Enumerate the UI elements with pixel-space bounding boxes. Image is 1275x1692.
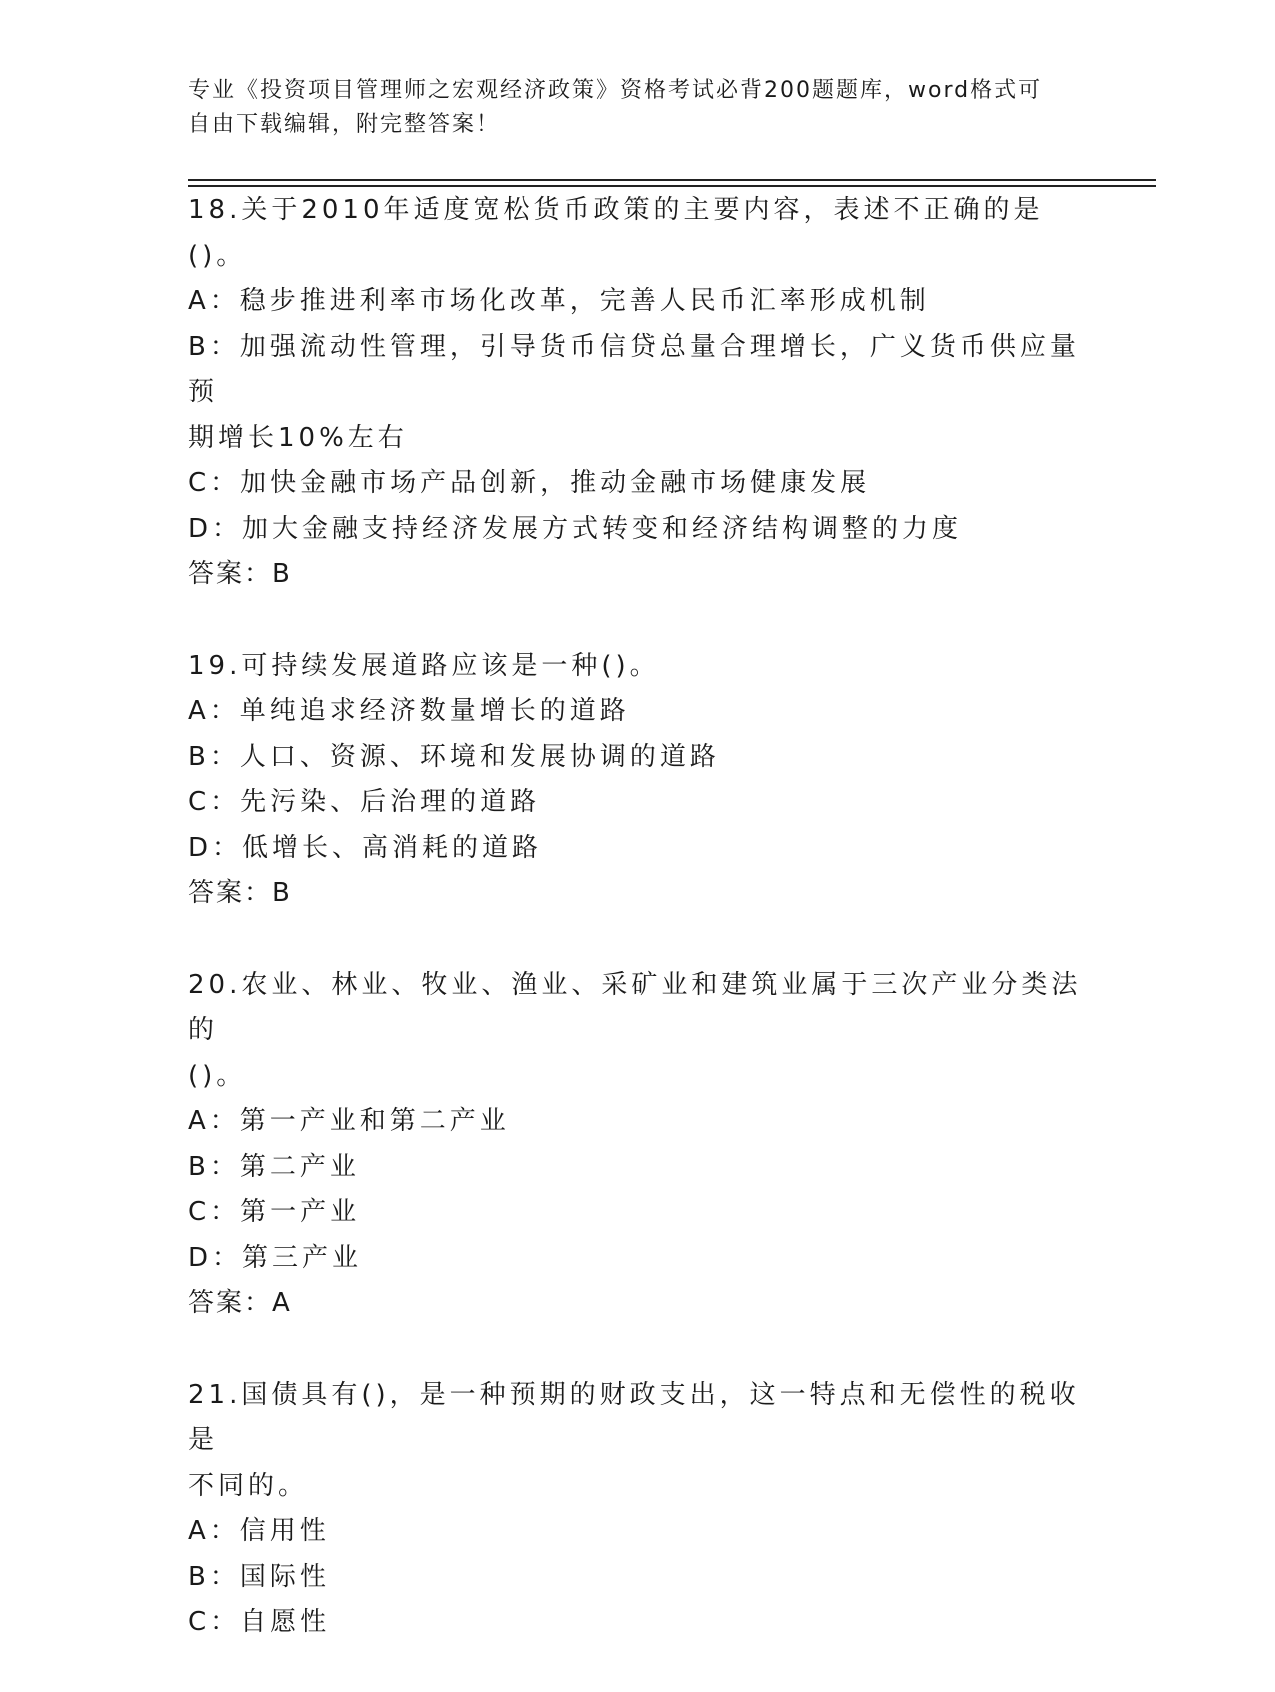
header-line-1: 专业《投资项目管理师之宏观经济政策》资格考试必背200题题库，word格式可 (188, 78, 1043, 103)
answer-label: 答案：A (188, 1288, 292, 1318)
option-b-continued: 期增长10%左右 (188, 422, 408, 453)
question-list (188, 188, 1088, 1692)
option-a: A：稳步推进利率市场化改革，完善人民币汇率形成机制 (188, 286, 930, 316)
question-stem: 19.可持续发展道路应该是一种()。 (188, 650, 660, 681)
question-18 (188, 188, 1088, 598)
header-line-2: 自由下载编辑，附完整答案！ (188, 112, 501, 137)
header-divider-top (188, 179, 1156, 181)
option-b: B：加强流动性管理，引导货币信贷总量合理增长，广义货币供应量预 (188, 331, 1080, 407)
option-c: C：第一产业 (188, 1197, 361, 1227)
option-a: A：第一产业和第二产业 (188, 1106, 510, 1136)
option-b: B：人口、资源、环境和发展协调的道路 (188, 741, 720, 772)
document-header (188, 74, 1088, 142)
option-a: A：信用性 (188, 1516, 330, 1546)
question-21 (188, 1373, 1088, 1646)
option-c: C：加快金融市场产品创新，推动金融市场健康发展 (188, 468, 871, 498)
question-20 (188, 963, 1088, 1327)
header-divider-bottom (188, 185, 1156, 187)
answer-label: 答案：B (188, 878, 292, 908)
question-19 (188, 644, 1088, 917)
question-stem: 20.农业、林业、牧业、渔业、采矿业和建筑业属于三次产业分类法的 (188, 969, 1082, 1045)
option-a: A：单纯追求经济数量增长的道路 (188, 696, 630, 726)
answer-label: 答案：B (188, 559, 292, 589)
option-b: B：第二产业 (188, 1151, 360, 1182)
question-stem: 21.国债具有()，是一种预期的财政支出，这一特点和无偿性的税收是 (188, 1379, 1080, 1455)
question-stem-continued: 不同的。 (188, 1470, 309, 1501)
question-stem-continued: ()。 (188, 1060, 247, 1091)
option-c: C：自愿性 (188, 1607, 331, 1637)
question-stem: 18.关于2010年适度宽松货币政策的主要内容，表述不正确的是()。 (188, 195, 1044, 271)
option-c: C：先污染、后治理的道路 (188, 787, 541, 817)
option-d: D：低增长、高消耗的道路 (188, 832, 543, 863)
option-b: B：国际性 (188, 1561, 330, 1592)
option-d: D：加大金融支持经济发展方式转变和经济结构调整的力度 (188, 513, 963, 544)
option-d: D：第三产业 (188, 1242, 363, 1273)
